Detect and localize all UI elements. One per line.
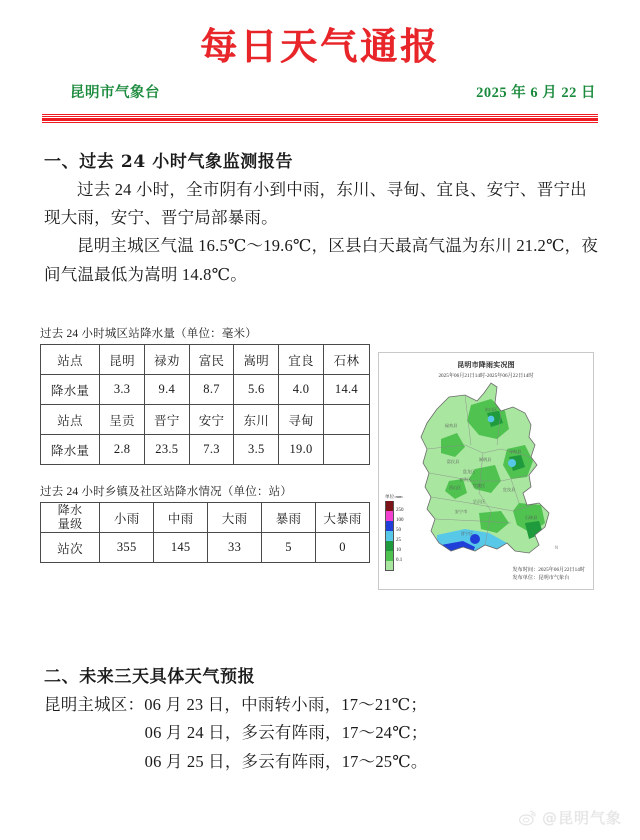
table-row	[41, 533, 370, 563]
station-count: 5	[262, 533, 316, 563]
legend-swatch	[385, 511, 394, 521]
svg-text:N: N	[555, 545, 558, 550]
legend-unit-label: 单位:mm	[385, 494, 403, 499]
legend-row	[385, 541, 423, 551]
legend-row	[385, 501, 423, 511]
rain-grade: 中雨	[154, 503, 208, 533]
bulletin-date: 2025 年 6 月 22 日	[476, 84, 596, 101]
svg-text:晋宁区: 晋宁区	[460, 531, 474, 536]
legend-row	[385, 521, 423, 531]
svg-text:盘龙区: 盘龙区	[462, 469, 476, 474]
forecast-day-2: 06 月 24 日，多云有阵雨，17～24℃；	[144, 723, 428, 743]
table-row	[41, 375, 370, 405]
legend-tick: 100	[396, 517, 404, 523]
rain-grade: 小雨	[100, 503, 154, 533]
section1-heading: 一、过去 24 小时气象监测报告	[44, 151, 294, 172]
header-meta	[0, 67, 640, 102]
empty-cell	[323, 435, 369, 465]
section-forecast	[44, 640, 600, 776]
legend-swatch	[385, 561, 394, 571]
forecast-line	[44, 719, 600, 747]
precip-value: 8.7	[189, 375, 234, 405]
tables-column	[40, 325, 370, 563]
svg-text:禄劝县: 禄劝县	[444, 423, 458, 428]
svg-text:寻甸县: 寻甸县	[508, 449, 522, 454]
svg-text:呈贡区: 呈贡区	[472, 499, 486, 504]
precip-value: 4.0	[279, 375, 324, 405]
section-monitoring	[0, 147, 640, 290]
station-name: 昆明	[100, 345, 145, 375]
precip-value: 3.3	[100, 375, 145, 405]
station-count: 33	[208, 533, 262, 563]
legend-tick: 0.1	[396, 557, 403, 563]
row-label: 降水量	[41, 435, 100, 465]
row-label: 站点	[41, 345, 100, 375]
watermark-text: @昆明气象	[541, 809, 622, 827]
forecast-line	[44, 691, 600, 719]
precip-value: 5.6	[234, 375, 279, 405]
forecast-area-label: 昆明主城区：	[44, 695, 145, 714]
rain-grade: 大暴雨	[316, 503, 370, 533]
table1-caption: 过去 24 小时城区站降水量（单位：毫米）	[40, 328, 257, 340]
legend-row	[385, 561, 423, 571]
legend-tick: 10	[396, 547, 401, 553]
station-name: 石林	[323, 345, 369, 375]
rain-grade: 大雨	[208, 503, 262, 533]
section1-paragraph-2: 昆明主城区气温 16.5℃～19.6℃，区县白天最高气温为东川 21.2℃，夜间气温最低为嵩明 14.8℃。	[44, 236, 599, 284]
weibo-watermark	[518, 807, 622, 828]
station-name: 宜良	[279, 345, 324, 375]
svg-text:东川区: 东川区	[484, 407, 498, 412]
station-count: 355	[100, 533, 154, 563]
grade-header-line1: 降水	[57, 503, 83, 518]
page-title: 每日天气通报	[200, 24, 440, 68]
station-name: 寻甸	[279, 405, 324, 435]
svg-text:嵩明县: 嵩明县	[478, 457, 492, 462]
station-name: 安宁	[189, 405, 234, 435]
section1-paragraph-1: 过去 24 小时，全市阴有小到中雨，东川、寻甸、宜良、安宁、晋宁出现大雨，安宁、晋宁局部暴雨。	[44, 179, 587, 228]
svg-text:安宁市: 安宁市	[454, 509, 468, 514]
legend-swatch	[385, 551, 394, 561]
station-name: 呈贡	[100, 405, 145, 435]
row-label: 站次	[41, 533, 100, 563]
rain-grade: 暴雨	[262, 503, 316, 533]
legend-tick: 50	[396, 527, 401, 533]
legend-swatch	[385, 501, 394, 511]
svg-text:西山区: 西山区	[448, 485, 462, 490]
forecast-day-3: 06 月 25 日，多云有阵雨，17～25℃。	[144, 751, 428, 771]
legend-swatch	[385, 541, 394, 551]
map-footer	[512, 567, 585, 583]
table-row	[41, 503, 370, 533]
station-count: 0	[316, 533, 370, 563]
rainfall-map-figure	[378, 352, 594, 590]
svg-text:宜良县: 宜良县	[502, 487, 516, 492]
map-legend	[385, 494, 423, 571]
station-name: 嵩明	[234, 345, 279, 375]
urban-precipitation-table	[40, 344, 370, 465]
precip-value: 7.3	[189, 435, 234, 465]
table-row	[41, 345, 370, 375]
header-divider	[42, 114, 598, 125]
forecast-line	[44, 748, 600, 776]
legend-row	[385, 551, 423, 561]
table2-caption: 过去 24 小时乡镇及社区站降水情况（单位：站）	[40, 486, 293, 498]
precip-value: 19.0	[279, 435, 324, 465]
precip-value: 3.5	[234, 435, 279, 465]
precip-value: 23.5	[144, 435, 189, 465]
station-name: 富民	[189, 345, 234, 375]
map-issue-time: 发布时间：2025年06月22日14时	[512, 567, 585, 574]
map-title: 昆明市降雨实况图	[457, 361, 515, 369]
svg-text:官渡区: 官渡区	[472, 483, 486, 488]
legend-swatch	[385, 521, 394, 531]
township-precipitation-table	[40, 502, 370, 563]
precip-value: 14.4	[323, 375, 369, 405]
legend-row	[385, 511, 423, 521]
forecast-day-1: 06 月 23 日，中雨转小雨，17～21℃；	[144, 695, 428, 714]
station-name: 晋宁	[144, 405, 189, 435]
legend-tick: 25	[396, 537, 401, 543]
precip-value: 9.4	[144, 375, 189, 405]
row-label: 降水量	[41, 375, 100, 405]
svg-text:五华区: 五华区	[458, 477, 472, 482]
station-name: 禄劝	[144, 345, 189, 375]
row-label: 站点	[41, 405, 100, 435]
map-issue-org: 发布单位：昆明市气象台	[512, 575, 570, 582]
legend-swatch	[385, 531, 394, 541]
svg-text:富民县: 富民县	[446, 459, 460, 464]
table-row	[41, 435, 370, 465]
legend-tick: 250	[396, 507, 404, 513]
section2-heading: 二、未来三天具体天气预报	[44, 667, 256, 687]
empty-cell	[323, 405, 369, 435]
weibo-eye-icon	[518, 808, 537, 827]
station-count: 145	[154, 533, 208, 563]
grade-header-line2: 量级	[57, 516, 83, 531]
map-subtitle: 2025年06月21日14时-2025年06月22日14时	[438, 373, 534, 379]
station-name: 东川	[234, 405, 279, 435]
issuing-office: 昆明市气象台	[70, 84, 160, 101]
svg-text:石林县: 石林县	[524, 515, 538, 520]
table-row	[41, 405, 370, 435]
legend-row	[385, 531, 423, 541]
precip-value: 2.8	[100, 435, 145, 465]
grade-header	[41, 503, 100, 533]
